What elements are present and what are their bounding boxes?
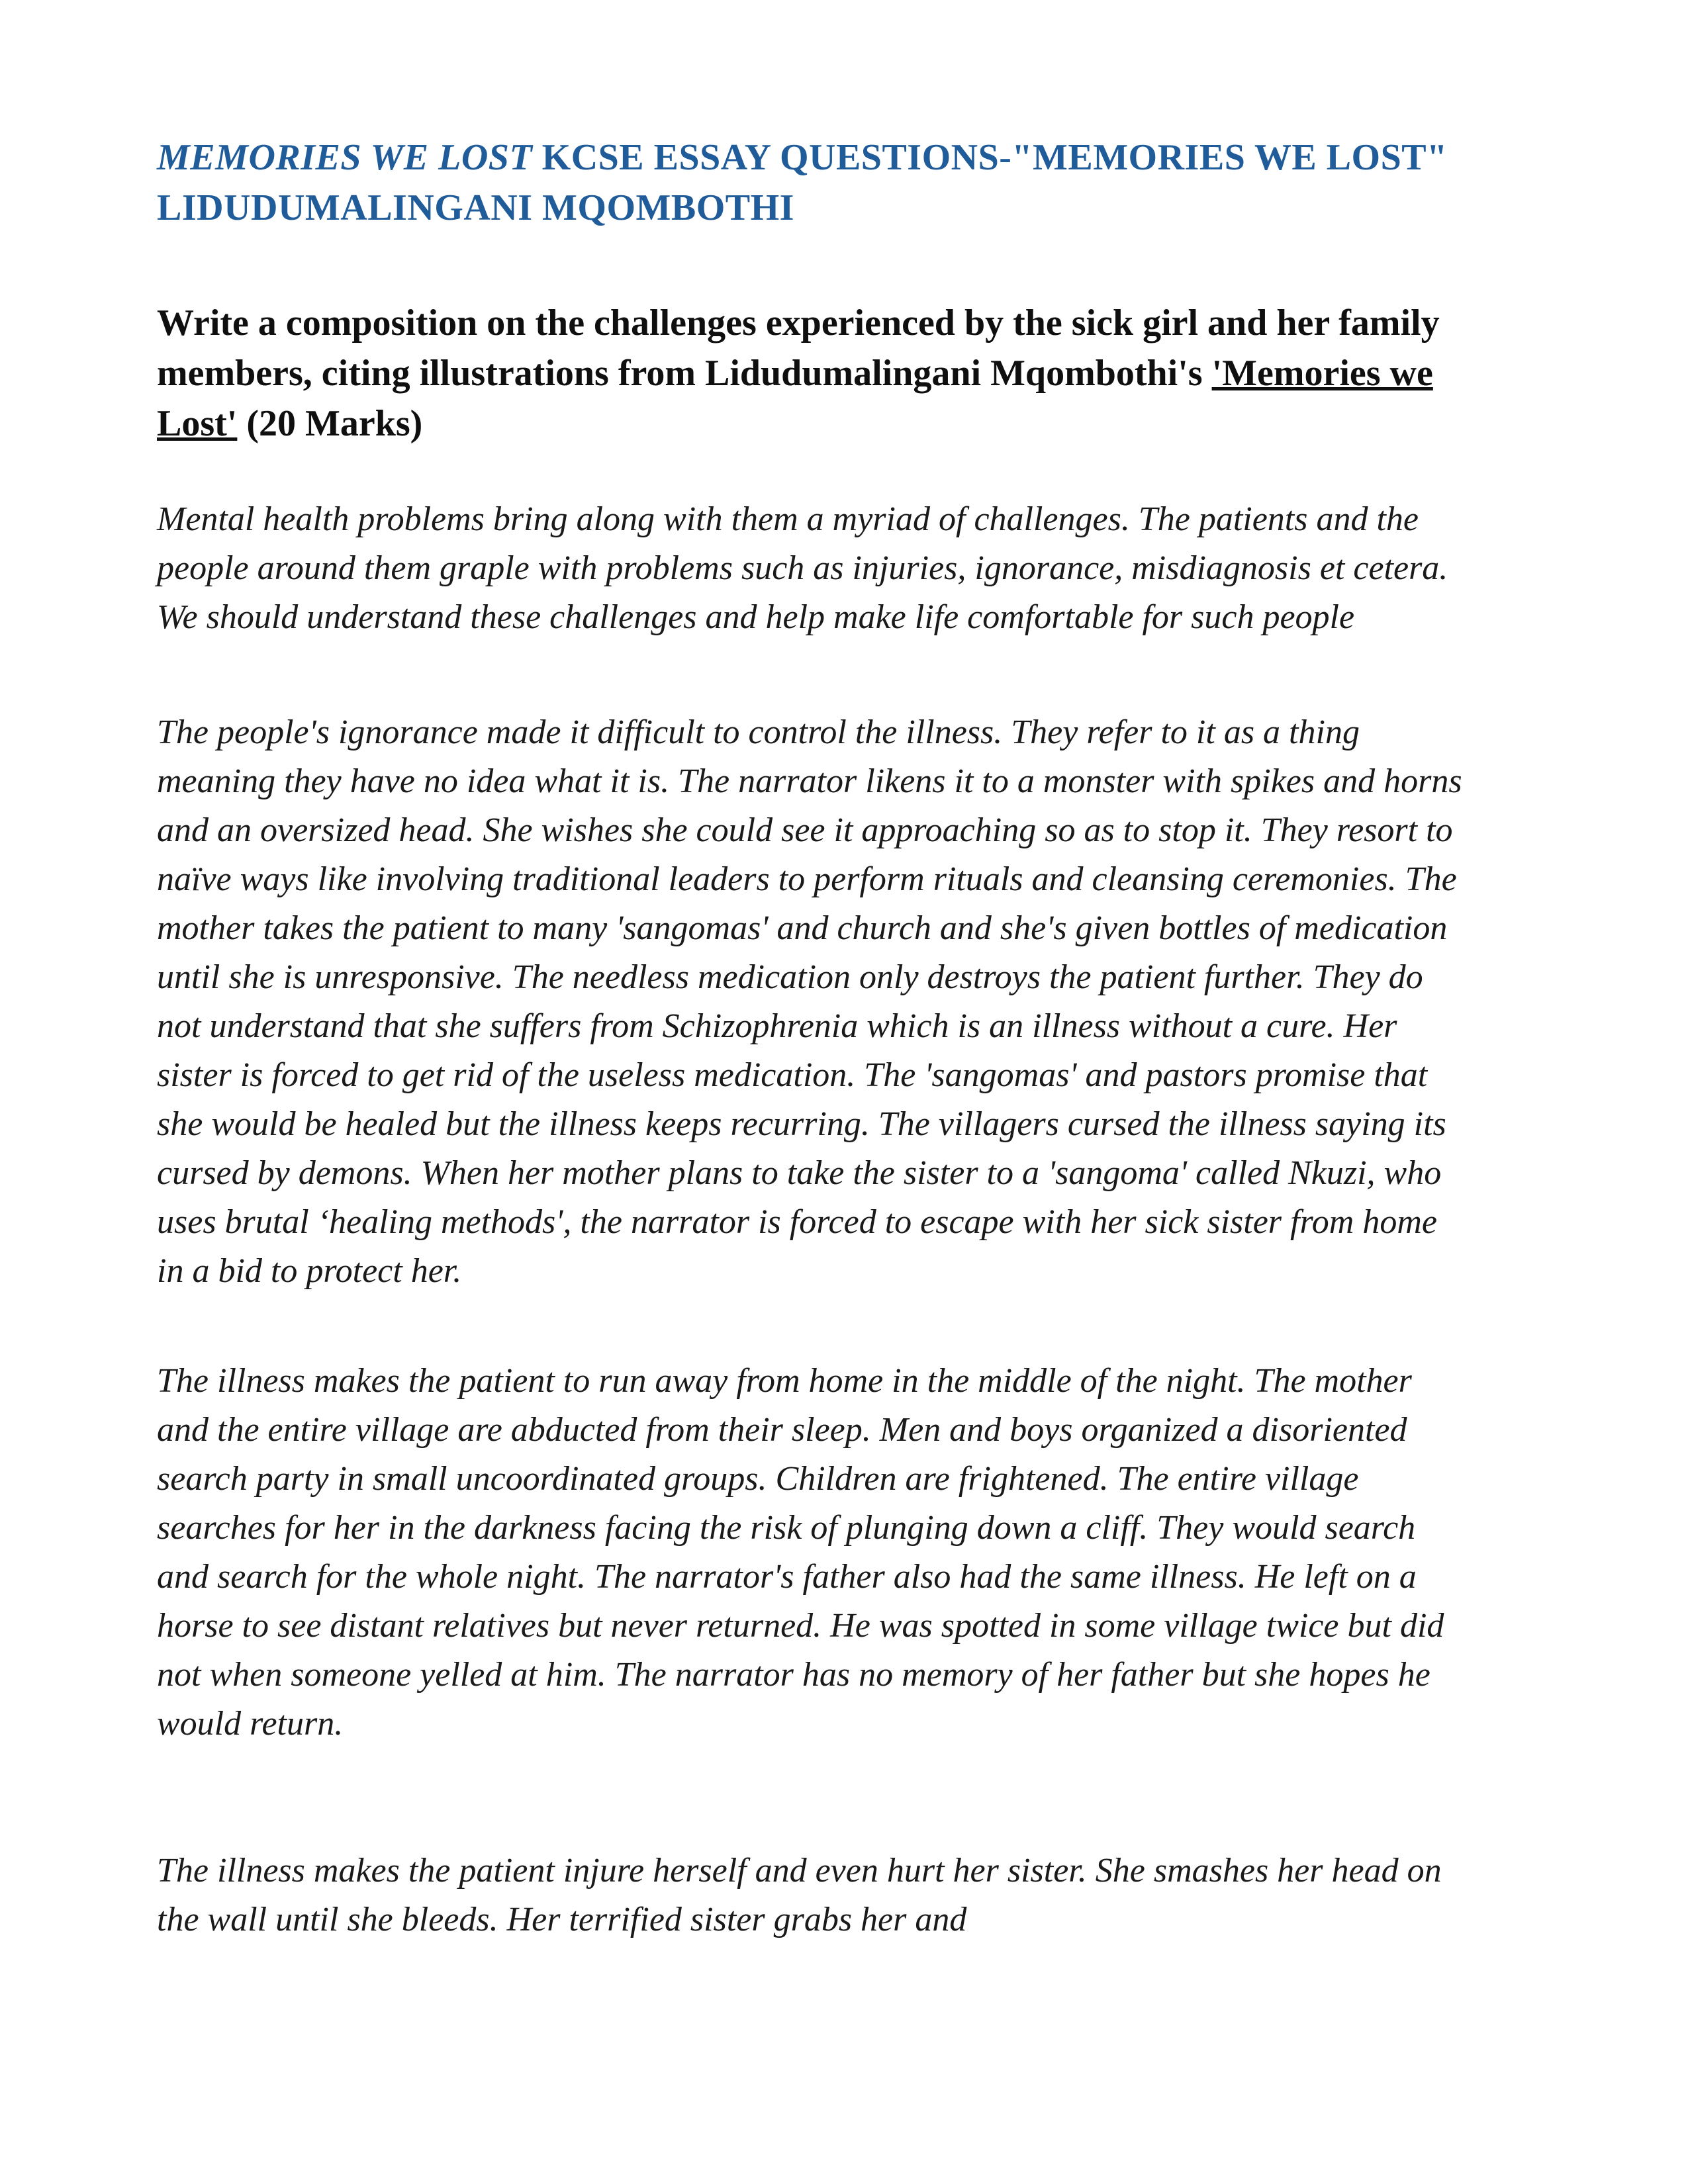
page-title-rest: KCSE ESSAY QUESTIONS-"MEMORIES WE LOST" LIDUDUMALINGANI MQOMBOTHI: [157, 137, 1448, 228]
page-title: [157, 132, 1466, 233]
page-title-book-name: MEMORIES WE LOST: [157, 137, 533, 178]
paragraph-ignorance: The people's ignorance made it difficult to control the illness. They refer to it as a thing meaning they have no idea what it is. The narrator likens it to a monster with spikes and horns and an oversized head. She wishes she could see it approaching so as to stop it. They resort to naïve ways like involving traditional leaders to perform rituals and cleansing ceremonies. The mother takes the patient to many 'sangomas' and church and she's given bottles of medication until she is unresponsive. The needless medication only destroys the patient further. They do not understand that she suffers from Schizophrenia which is an illness without a cure. Her sister is forced to get rid of the useless medication. The 'sangomas' and pastors promise that she would be healed but the illness keeps recurring. The villagers cursed the illness saying its cursed by demons. When her mother plans to take the sister to a 'sangoma' called Nkuzi, who uses brutal ʻhealing methods', the narrator is forced to escape with her sick sister from home in a bid to protect her.: [157, 713, 1462, 1290]
essay-question-lead: Write a composition on the challenges experienced by the sick girl and her family members, citing illustrations from Lidudumalingani Mqombothi's: [157, 302, 1440, 394]
paragraph-running-away: The illness makes the patient to run away from home in the middle of the night. The mother and the entire village are abducted from their sleep. Men and boys organized a disoriented search party in small uncoordinated groups. Children are frightened. The entire village searches for her in the darkness facing the risk of plunging down a cliff. They would search and search for the whole night. The narrator's father also had the same illness. He left on a horse to see distant relatives but never returned. He was spotted in some village twice but did not when someone yelled at him. The narrator has no memory of her father but she hopes he would return.: [157, 1362, 1444, 1743]
essay-question-marks: (20 Marks): [237, 403, 423, 444]
essay-question: [157, 298, 1466, 449]
paragraph-intro-challenges: Mental health problems bring along with them a myriad of challenges. The patients and the people around them graple with problems such as injuries, ignorance, misdiagnosis et cetera. We should understand these challenges and help make life comfortable for such people: [157, 500, 1448, 636]
paragraph-self-injury: The illness makes the patient injure herself and even hurt her sister. She smashes her head on the wall until she bleeds. Her terrified sister grabs her and: [157, 1852, 1442, 1938]
essay-question-book-title: 'Memories we Lost': [157, 353, 1433, 444]
